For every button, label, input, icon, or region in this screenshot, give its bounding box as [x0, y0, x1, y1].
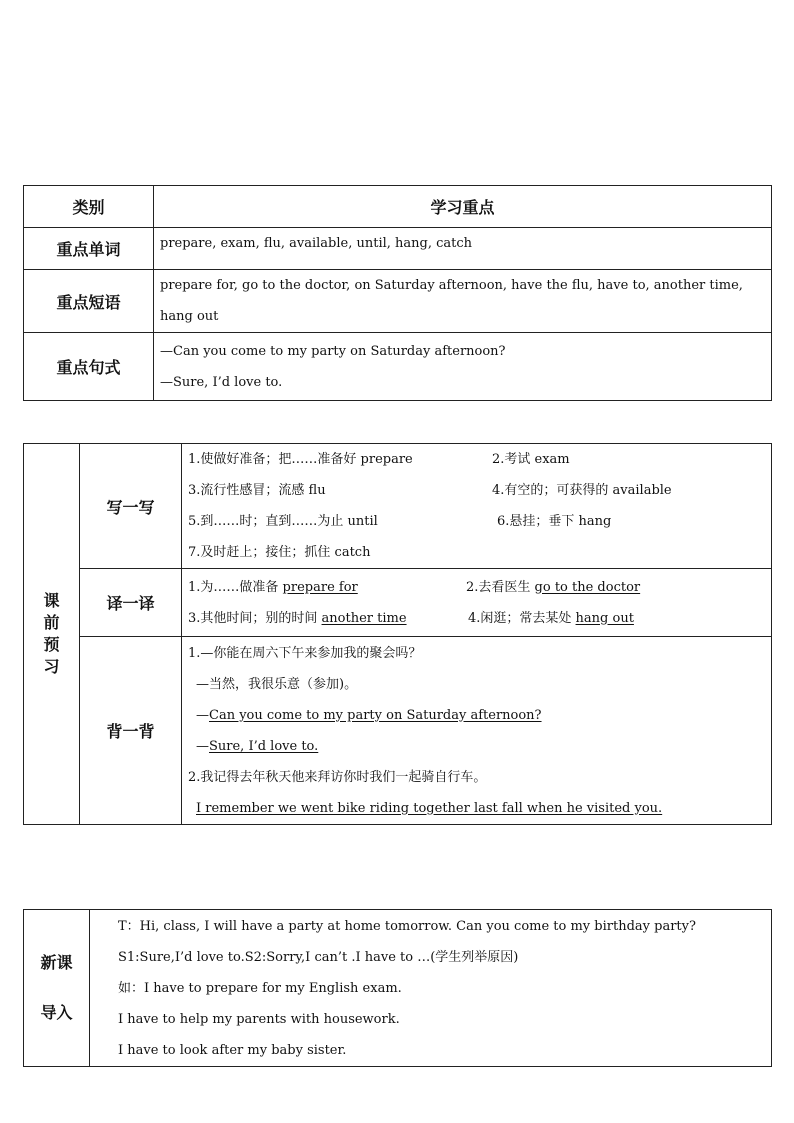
key-points-table	[23, 185, 772, 401]
table-row	[24, 637, 772, 825]
vocab-item: 7.及时赶上；接住；抓住 catch	[188, 545, 371, 560]
vocab-item: 6.悬挂；垂下 hang	[497, 514, 612, 529]
translate-item: 2.去看医生 go to the doctor	[466, 579, 641, 595]
vocab-item: 4.有空的；可获得的 available	[492, 483, 672, 498]
intro-content	[90, 910, 772, 1067]
content-line: prepare for, go to the doctor, on Saturday afternoon, have the flu, have to, another time,	[160, 278, 743, 293]
intro-line: S1:Sure,I’d love to.S2:Sorry,I can’t .I have to …(学生列举原因)	[118, 949, 519, 965]
table-row	[24, 444, 772, 569]
recite-content	[182, 637, 772, 825]
vocab-item: 5.到……时；直到……为止 until	[188, 514, 378, 529]
question-line: —当然，我很乐意（参加)。	[196, 676, 358, 692]
content-line: prepare, exam, flu, available, until, hang, catch	[160, 236, 473, 251]
content-line: —Can you come to my party on Saturday afternoon?	[160, 343, 506, 359]
answer-line: —Can you come to my party on Saturday afternoon?	[196, 707, 542, 723]
label-recite: 背一背	[80, 637, 182, 825]
table-row	[24, 910, 772, 1067]
intro-line: 如：I have to prepare for my English exam.	[118, 980, 402, 996]
intro-line: T：Hi, class, I will have a party at home tomorrow. Can you come to my birthday party?	[118, 918, 696, 934]
answer-line: —Sure, I’d love to.	[196, 738, 319, 754]
row-label: 重点单词	[24, 228, 154, 270]
answer-line: I remember we went bike riding together last fall when he visited you.	[196, 800, 663, 816]
intro-line: I have to help my parents with housework.	[118, 1011, 400, 1027]
table-row	[24, 270, 772, 333]
table-row	[24, 569, 772, 637]
answer-blank: hang out	[575, 610, 634, 626]
answer-blank: another time	[321, 610, 407, 626]
translate-item: 3.其他时间；别的时间 another time	[188, 610, 407, 626]
intro-line: I have to look after my baby sister.	[118, 1042, 347, 1058]
vocab-item: 3.流行性感冒；流感 flu	[188, 483, 326, 498]
preview-table	[23, 443, 772, 825]
row-content	[154, 228, 772, 270]
vocab-item: 2.考试 exam	[492, 452, 570, 467]
question-line: 1.—你能在周六下午来参加我的聚会吗？	[188, 645, 422, 661]
table-row	[24, 333, 772, 401]
header-category: 类别	[24, 186, 154, 228]
header-focus: 学习重点	[154, 186, 772, 228]
answer-blank: prepare for	[282, 579, 358, 595]
answer-blank: go to the doctor	[534, 579, 641, 595]
label-write: 写一写	[80, 444, 182, 569]
row-content	[154, 333, 772, 401]
translate-item: 4.闲逛；常去某处 hang out	[468, 610, 634, 626]
row-label: 重点句式	[24, 333, 154, 401]
content-line: hang out	[160, 309, 219, 324]
row-content	[154, 270, 772, 333]
question-line: 2.我记得去年秋天他来拜访你时我们一起骑自行车。	[188, 769, 487, 785]
section-label-intro: 新课 导入	[24, 910, 90, 1067]
vocab-item: 1.使做好准备；把……准备好 prepare	[188, 452, 413, 467]
content-line: —Sure, I’d love to.	[160, 374, 283, 390]
write-content	[182, 444, 772, 569]
table-row	[24, 228, 772, 270]
translate-item: 1.为……做准备 prepare for	[188, 579, 358, 595]
row-label: 重点短语	[24, 270, 154, 333]
translate-content	[182, 569, 772, 637]
label-translate: 译一译	[80, 569, 182, 637]
intro-table	[23, 909, 772, 1067]
section-label-preview: 课 前 预 习	[24, 444, 80, 825]
